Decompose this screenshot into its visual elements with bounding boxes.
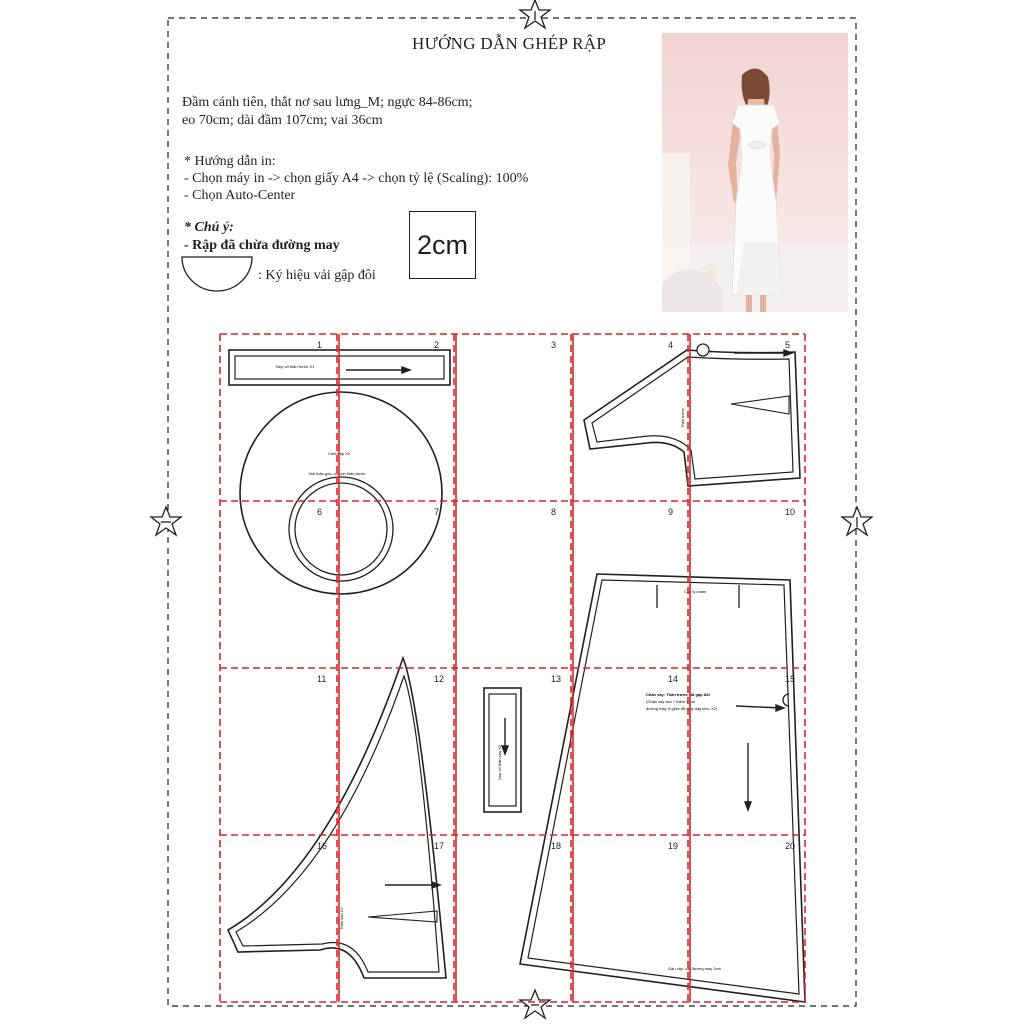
label-sleeve-note: Nối thân góc, nối với thân trước: [309, 471, 366, 476]
tile-number: 16: [317, 841, 328, 851]
front-bodice-piece: [584, 350, 800, 486]
product-line-2: eo 70cm; dài đầm 107cm; vai 36cm: [182, 113, 383, 128]
label-skirt-waist: Cạp ly chạm: [684, 589, 707, 594]
label-skirt-title: Chân váy: Thân trước vải gập đôi: [646, 692, 710, 697]
tile-number: 11: [317, 674, 327, 684]
tile-number: 7: [434, 507, 440, 517]
sleeve-ring-piece: [240, 392, 442, 594]
tile-number: 6: [317, 507, 323, 517]
page-title: HƯỚNG DẪN GHÉP RẬP: [412, 34, 607, 53]
tile-number: 13: [551, 674, 562, 684]
tile-number: 12: [434, 674, 445, 684]
label-back-bodice: Thân sau X2: [339, 907, 344, 930]
tile-number: 19: [668, 841, 679, 851]
fold-symbol-label: : Ký hiệu vải gập đôi: [258, 268, 376, 283]
label-neck-facing: Nẹp cổ thân trước X1: [276, 364, 315, 369]
tile-number: 15: [785, 674, 796, 684]
label-front-bodice: Thân trước: [680, 408, 685, 428]
back-facing-piece: [484, 688, 521, 812]
label-skirt-note-2: đường may ở giữa để may dây kéo: X2): [646, 706, 718, 711]
label-skirt-hem: Gấu váy: cắt đường may 2cm: [668, 966, 721, 971]
tile-number: 18: [551, 841, 562, 851]
print-guide-heading: * Hướng dẫn in:: [184, 154, 276, 169]
tile-number: 4: [668, 340, 674, 350]
product-line-1: Đầm cánh tiên, thắt nơ sau lưng_M; ngực 84-86cm;: [182, 95, 473, 110]
note-text: - Rập đã chừa đường may: [184, 238, 340, 253]
print-guide-step-1: - Chọn máy in -> chọn giấy A4 -> chọn tỷ lệ (Scaling): 100%: [184, 171, 529, 186]
note-heading: * Chú ý:: [184, 220, 234, 235]
scale-check-label: 2cm: [416, 229, 468, 260]
tile-number: 9: [668, 507, 674, 517]
print-guide-step-2: - Chọn Auto-Center: [184, 188, 296, 203]
label-sleeve-cap: Cánh tay X2: [328, 451, 351, 456]
tile-number: 14: [668, 674, 679, 684]
tile-number: 5: [785, 340, 791, 350]
label-skirt-note-1: (Chân váy sau + thêm 2 cm: [646, 699, 696, 704]
tile-number: 1: [317, 340, 323, 350]
label-back-facing: Nẹp cổ thân sau X2: [497, 744, 502, 780]
tile-number: 8: [551, 507, 557, 517]
tile-number: 17: [434, 841, 445, 851]
tile-number: 20: [785, 841, 796, 851]
skirt-piece: [520, 574, 805, 1002]
tile-number: 3: [551, 340, 557, 350]
tile-number: 10: [785, 507, 796, 517]
tile-number: 2: [434, 340, 440, 350]
